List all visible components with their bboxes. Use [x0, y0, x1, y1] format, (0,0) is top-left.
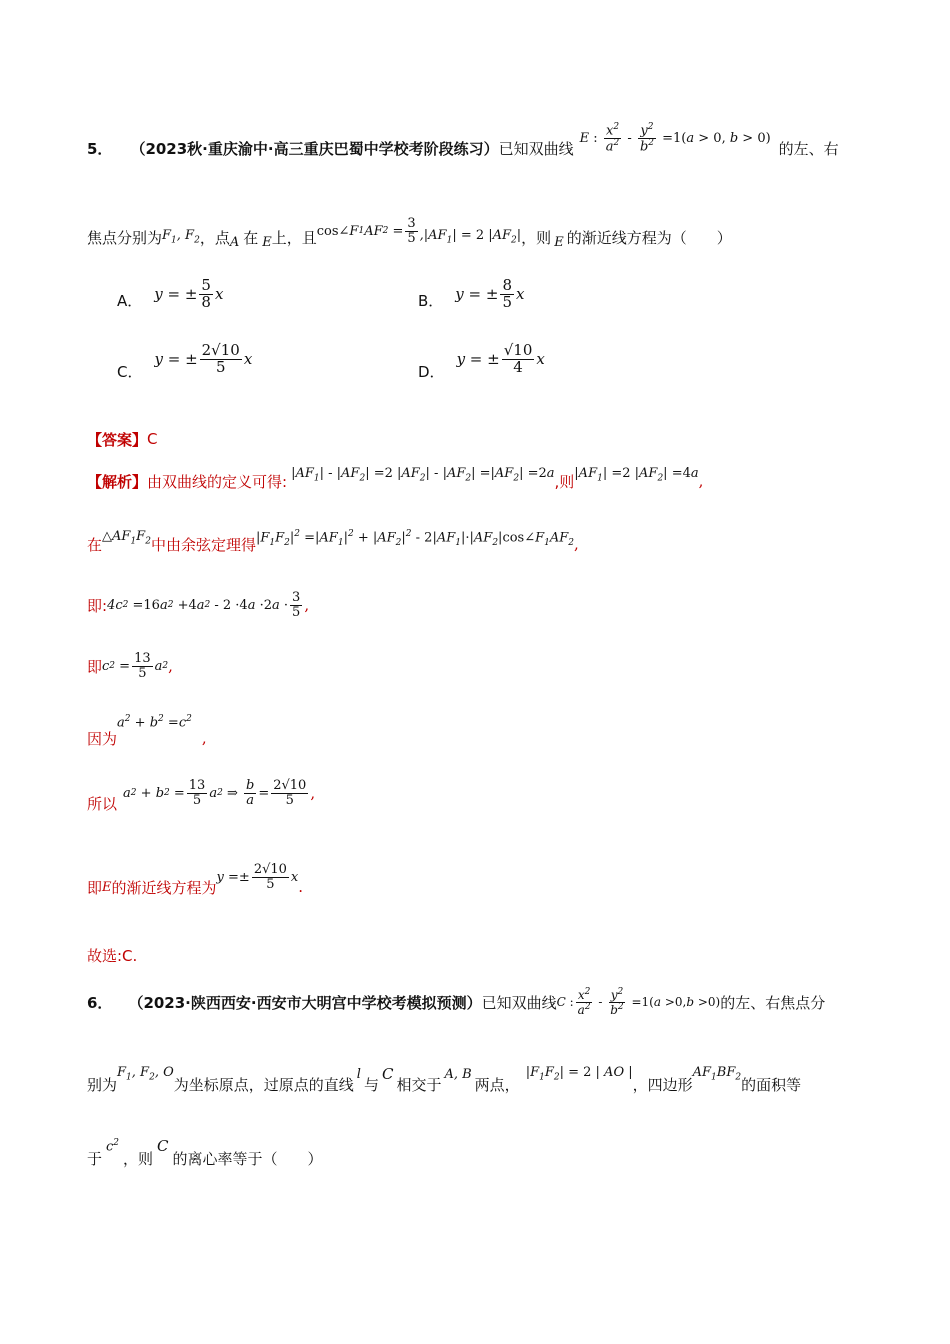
- q5-stem-a: 已知双曲线: [498, 139, 574, 158]
- q6-stem-g: 两点，: [474, 1075, 520, 1094]
- option-c-var: x: [243, 350, 253, 369]
- option-d-sign: y = ±: [456, 350, 500, 369]
- option-a[interactable]: [117, 278, 223, 311]
- analysis-text-6: 所以: [87, 794, 118, 813]
- q5-stem-f: 上，且: [271, 228, 317, 247]
- q5-source: （2023秋·重庆渝中·高三重庆巴蜀中学校考阶段练习）: [130, 139, 499, 158]
- option-b-var: x: [516, 285, 525, 304]
- q6-stem-d: 为坐标原点，过原点的直线: [173, 1075, 354, 1094]
- option-d-var: x: [536, 350, 545, 369]
- option-b-label: B．: [418, 291, 444, 310]
- conclusion-line: [87, 944, 890, 966]
- q6-number: 6．: [87, 993, 113, 1012]
- q6-stem-j: 于: [87, 1149, 103, 1168]
- q5-stem-e: 在: [243, 228, 259, 247]
- analysis-line-4: 即 c 2 = $\frac{13}{5}$ a 2 ,: [87, 650, 173, 681]
- q5-hyperbola-equation: E : $\frac{x^2}{a^2}$ - $\frac{y^2}{b^2}$ =1( a > 0, b > 0): [579, 121, 771, 154]
- option-d-label: D．: [418, 362, 445, 381]
- q5-eq-label: E: [579, 130, 590, 146]
- analysis-text-2b: 中由余弦定理得: [150, 535, 256, 554]
- q5-line-2: 焦点分别为 $F_1$, $F_2$ ，点 A 在 E 上，且 cos∠ F 1 AF 2 = $\frac{3}{5}$ $,|AF_1| = 2$ $|AF_2|$ ，则 E 的渐近线方程为（ ）: [87, 215, 732, 250]
- q6-stem-b: 的左、右焦点分: [720, 993, 826, 1012]
- option-b-den: 5: [502, 292, 512, 311]
- analysis-line-1: 【解析】 由双曲线的定义可得: $|AF_1| - |AF_2| =2$ $|AF_2| - |AF_2| =|AF_2| =2a$ ,则 $|AF_1| =2$ $|AF_2| =4a$ ,: [87, 466, 704, 491]
- analysis-line-6: 所以 a 2 + b 2 = $\frac{13}{5}$ a 2 ⇒ $\frac{b}{a}$ = $\frac{2√10}{5}$ ,: [87, 777, 316, 813]
- option-d-num: √10: [503, 341, 533, 359]
- answer-line: [87, 428, 890, 450]
- option-d[interactable]: [418, 341, 545, 381]
- answer-value: C: [147, 430, 158, 448]
- q5-stem-b: 的左、右: [778, 139, 839, 158]
- option-c-num: 2√10: [201, 341, 240, 359]
- q6-line-3: 于 $c^2$ ，则 C 的离心率等于（ ）: [87, 1137, 323, 1168]
- q5-stem-d: ，点: [199, 228, 230, 247]
- option-b-num: 8: [502, 276, 512, 294]
- analysis-text-1b: ,则: [554, 472, 575, 491]
- conclusion-text: 故选:C.: [87, 946, 138, 965]
- q6-stem-h: ，四边形: [632, 1075, 693, 1094]
- analysis-line-5: 因为 $a^2 + b^2 =c^2$ ,: [87, 713, 207, 748]
- q6-stem-c: 别为: [87, 1075, 118, 1094]
- analysis-line-2: 在 $\triangle AF_1F_2$ 中由余弦定理得 $|F_1F_2|^2 =|AF_1|^2 + |AF_2|^2$ - $2|AF_1|\cdot|AF_2|\cos\angle F_1AF_2$ ,: [87, 528, 579, 554]
- answer-label: 【答案】: [87, 430, 148, 449]
- q6-stem-e: 与: [363, 1075, 379, 1094]
- option-c-sign: y = ±: [154, 350, 198, 369]
- analysis-text-2a: 在: [87, 535, 103, 554]
- q6-stem-f: 相交于: [396, 1075, 442, 1094]
- option-c-den: 5: [215, 357, 226, 376]
- analysis-line-7: 即 E 的渐近线方程为 y =± $\frac{2√10}{5}$ x .: [87, 861, 304, 897]
- option-a-label: A．: [117, 291, 143, 310]
- option-a-num: 5: [201, 276, 211, 294]
- q5-stem-c: 焦点分别为: [87, 228, 163, 247]
- analysis-text-1: 由双曲线的定义可得:: [147, 472, 288, 491]
- option-a-den: 8: [201, 292, 211, 311]
- q5-number: 5．: [87, 139, 113, 158]
- q5-stem-g: ，则: [521, 228, 552, 247]
- q6-source: （2023·陕西西安·西安市大明宫中学校考模拟预测）: [128, 993, 482, 1012]
- option-a-sign: y = ±: [154, 285, 198, 304]
- q6-stem-i: 的面积等: [741, 1075, 802, 1094]
- option-a-var: x: [214, 285, 224, 304]
- q6-stem-k: ，则: [123, 1149, 154, 1168]
- analysis-text-5: 因为: [87, 729, 118, 748]
- q6-line-1: 6． （2023·陕西西安·西安市大明宫中学校考模拟预测） 已知双曲线 C : $\frac{x^2}{a^2}$ - $\frac{y^2}{b^2}$ =1( a >0, b >0) 的左、右焦点分: [87, 986, 826, 1017]
- option-d-den: 4: [513, 357, 523, 376]
- analysis-text-3: 即:: [87, 596, 108, 615]
- option-b-sign: y = ±: [455, 285, 499, 304]
- option-b[interactable]: [418, 278, 524, 311]
- q5-stem-h: 的渐近线方程为（ ）: [566, 228, 732, 247]
- analysis-text-7a: 即: [87, 878, 103, 897]
- q6-stem-l: 的离心率等于（ ）: [172, 1149, 323, 1168]
- option-c[interactable]: [117, 341, 253, 381]
- q6-stem-a: 已知双曲线: [481, 993, 557, 1012]
- option-c-label: C．: [117, 362, 143, 381]
- analysis-text-7b: 的渐近线方程为: [111, 878, 217, 897]
- analysis-label: 【解析】: [87, 472, 148, 491]
- analysis-text-4: 即: [87, 657, 103, 676]
- q5-line-1: [87, 118, 890, 178]
- analysis-line-3: 即: 4c 2 =16 a 2 +4 a 2 - 2 ·4 a ·2 a · $\frac{3}{5}$ ,: [87, 589, 310, 620]
- q6-line-2: 别为 $F_1$, $F_2$, O 为坐标原点，过原点的直线 l 与 C 相交于 A, B 两点， $|F_1F_2| = 2$ | AO | ，四边形 $AF_1BF_2$ 的面积等: [87, 1065, 802, 1094]
